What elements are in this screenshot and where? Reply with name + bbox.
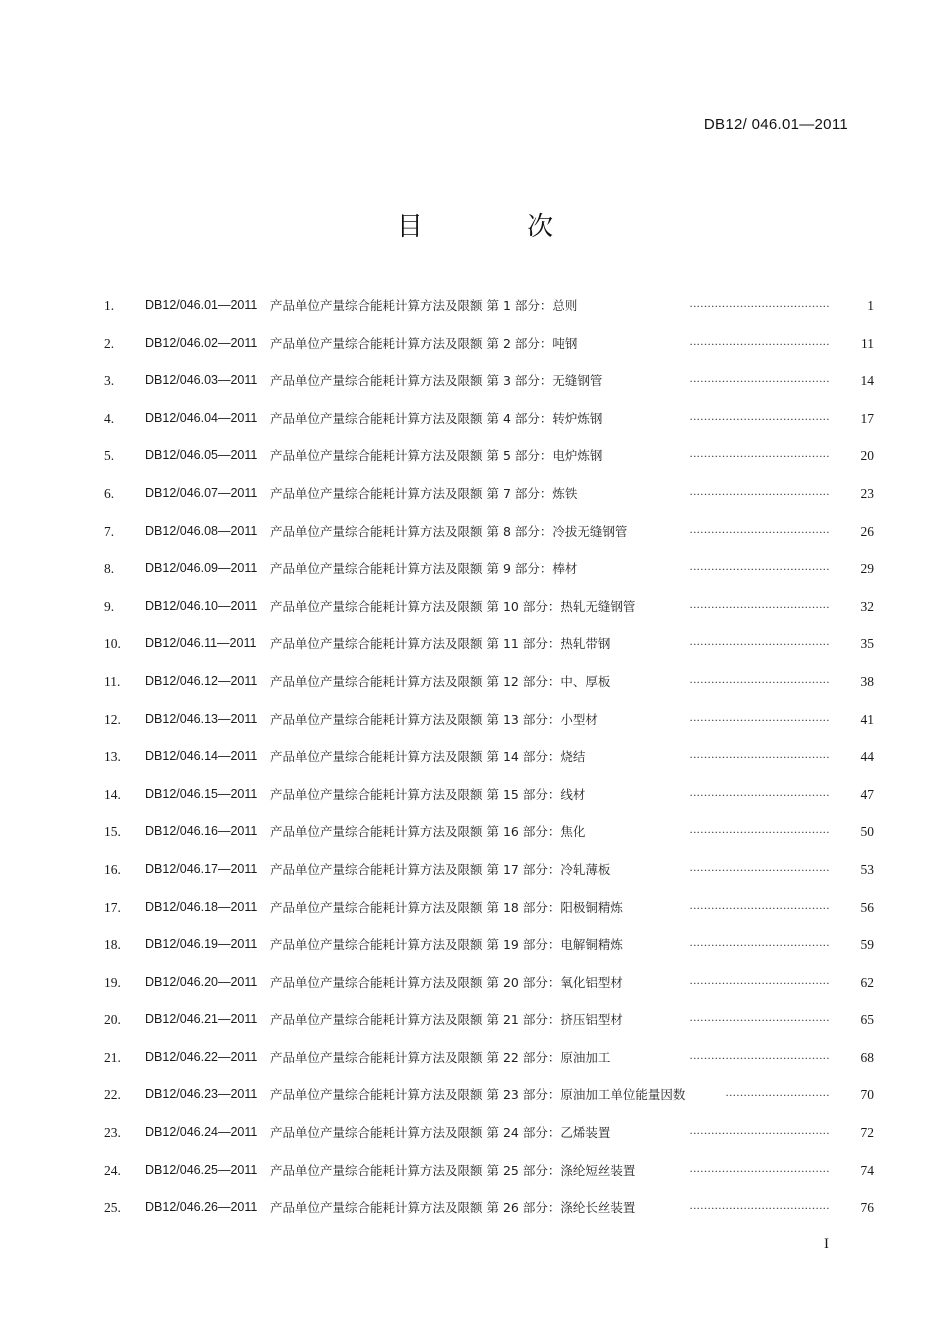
toc-entry-page: 29 bbox=[860, 561, 874, 577]
toc-entry[interactable] bbox=[0, 437, 950, 475]
toc-entry[interactable] bbox=[0, 1114, 950, 1152]
toc-entry-page: 14 bbox=[860, 373, 874, 389]
toc-leader-dots: ....................................... bbox=[689, 1198, 830, 1213]
toc-leader-dots: ....................................... bbox=[689, 859, 830, 874]
toc-entry-page: 35 bbox=[860, 636, 874, 652]
toc-entry-number: 16. bbox=[104, 861, 121, 877]
toc-entry-code: DB12/046.17—2011 bbox=[145, 861, 258, 876]
toc-entry-title: 产品单位产量综合能耗计算方法及限额 第 1 部分：总则 bbox=[270, 298, 578, 313]
page-title: 目 次 bbox=[396, 212, 602, 242]
toc-entry[interactable] bbox=[0, 889, 950, 927]
toc-entry[interactable] bbox=[0, 1076, 950, 1114]
toc-leader-dots: ....................................... bbox=[689, 935, 830, 950]
toc-entry[interactable] bbox=[0, 588, 950, 626]
toc-entry-page: 11 bbox=[861, 335, 874, 351]
toc-leader-dots: ....................................... bbox=[689, 1123, 830, 1138]
toc-entry-title: 产品单位产量综合能耗计算方法及限额 第 22 部分：原油加工 bbox=[270, 1049, 611, 1065]
toc-entry-number: 21. bbox=[104, 1049, 121, 1065]
toc-entry-page: 62 bbox=[860, 974, 874, 990]
toc-entry-number: 1. bbox=[104, 298, 115, 313]
toc-entry[interactable] bbox=[0, 813, 950, 851]
toc-entry-code: DB12/046.11—2011 bbox=[145, 636, 257, 651]
toc-entry-page: 72 bbox=[860, 1125, 874, 1141]
toc-entry[interactable] bbox=[0, 550, 950, 588]
toc-entry[interactable] bbox=[0, 1001, 950, 1039]
toc-entry-page: 65 bbox=[860, 1012, 874, 1028]
toc-leader-dots: ....................................... bbox=[689, 822, 830, 837]
toc-entry-page: 20 bbox=[860, 448, 874, 464]
toc-entry-title: 产品单位产量综合能耗计算方法及限额 第 11 部分：热轧带钢 bbox=[270, 636, 611, 652]
toc-entry-page: 50 bbox=[860, 824, 874, 840]
toc-entry-number: 11. bbox=[104, 673, 121, 689]
toc-entry-page: 23 bbox=[860, 485, 874, 501]
toc-entry-number: 17. bbox=[104, 899, 121, 915]
toc-entry-page: 1 bbox=[867, 298, 874, 313]
toc-entry-title: 产品单位产量综合能耗计算方法及限额 第 17 部分：冷轧薄板 bbox=[270, 861, 611, 877]
toc-entry-title: 产品单位产量综合能耗计算方法及限额 第 12 部分：中、厚板 bbox=[270, 673, 611, 689]
toc-entry[interactable] bbox=[0, 701, 950, 739]
toc-leader-dots: ....................................... bbox=[689, 408, 830, 423]
toc-entry-code: DB12/046.16—2011 bbox=[145, 824, 258, 839]
toc-entry[interactable] bbox=[0, 1039, 950, 1077]
toc-entry-number: 25. bbox=[104, 1200, 121, 1216]
toc-entry[interactable] bbox=[0, 776, 950, 814]
toc-entry-title: 产品单位产量综合能耗计算方法及限额 第 10 部分：热轧无缝钢管 bbox=[270, 598, 636, 614]
toc-entry-number: 2. bbox=[104, 335, 115, 351]
toc-leader-dots: ....................................... bbox=[689, 559, 830, 574]
toc-entry-title: 产品单位产量综合能耗计算方法及限额 第 19 部分：电解铜精炼 bbox=[270, 937, 623, 953]
toc-entry[interactable] bbox=[0, 513, 950, 551]
toc-entry-code: DB12/046.26—2011 bbox=[145, 1200, 258, 1215]
toc-entry[interactable] bbox=[0, 287, 950, 325]
toc-entry-number: 19. bbox=[104, 974, 121, 990]
toc-leader-dots: ....................................... bbox=[689, 747, 830, 762]
toc-entry[interactable] bbox=[0, 926, 950, 964]
toc-leader-dots: ....................................... bbox=[689, 521, 830, 536]
toc-leader-dots: ....................................... bbox=[689, 972, 830, 987]
toc-leader-dots: ....................................... bbox=[689, 446, 830, 461]
toc-entry-number: 4. bbox=[104, 410, 115, 426]
toc-entry-number: 12. bbox=[104, 711, 121, 727]
toc-entry[interactable] bbox=[0, 1152, 950, 1190]
toc-leader-dots: ....................................... bbox=[689, 671, 830, 686]
toc-entry-page: 32 bbox=[860, 598, 874, 614]
toc-entry-code: DB12/046.19—2011 bbox=[145, 937, 258, 952]
toc-leader-dots: ....................................... bbox=[689, 709, 830, 724]
toc-entry-title: 产品单位产量综合能耗计算方法及限额 第 5 部分：电炉炼钢 bbox=[270, 448, 603, 464]
toc-entry-title: 产品单位产量综合能耗计算方法及限额 第 9 部分：棒材 bbox=[270, 561, 578, 577]
toc-entry-number: 10. bbox=[104, 636, 121, 652]
toc-entry-code: DB12/046.14—2011 bbox=[145, 749, 258, 764]
toc-entry-title: 产品单位产量综合能耗计算方法及限额 第 4 部分：转炉炼钢 bbox=[270, 410, 603, 426]
toc-entry[interactable] bbox=[0, 325, 950, 363]
toc-entry-title: 产品单位产量综合能耗计算方法及限额 第 18 部分：阳极铜精炼 bbox=[270, 899, 623, 915]
toc-entry-page: 17 bbox=[860, 410, 874, 426]
toc-entry-number: 22. bbox=[104, 1087, 121, 1103]
toc-entry-code: DB12/046.07—2011 bbox=[145, 485, 258, 500]
toc-leader-dots: ....................................... bbox=[689, 333, 830, 348]
toc-entry-code: DB12/046.15—2011 bbox=[145, 786, 258, 801]
toc-entry[interactable] bbox=[0, 400, 950, 438]
toc-leader-dots: ....................................... bbox=[689, 784, 830, 799]
toc-entry-code: DB12/046.02—2011 bbox=[145, 335, 258, 350]
document-code: DB12/ 046.01—2011 bbox=[703, 116, 848, 133]
toc-entry-code: DB12/046.04—2011 bbox=[145, 410, 258, 425]
toc-entry[interactable] bbox=[0, 738, 950, 776]
toc-leader-dots: ....................................... bbox=[689, 1160, 830, 1175]
toc-entry-number: 20. bbox=[104, 1012, 121, 1028]
toc-entry-number: 3. bbox=[104, 373, 115, 389]
toc-entry[interactable] bbox=[0, 362, 950, 400]
toc-entry-code: DB12/046.22—2011 bbox=[145, 1049, 258, 1064]
toc-entry-page: 41 bbox=[860, 711, 874, 727]
toc-entry[interactable] bbox=[0, 663, 950, 701]
toc-entry-title: 产品单位产量综合能耗计算方法及限额 第 15 部分：线材 bbox=[270, 786, 586, 802]
toc-leader-dots: ....................................... bbox=[689, 897, 830, 912]
toc-leader-dots: ....................................... bbox=[689, 1010, 830, 1025]
toc-entry-title: 产品单位产量综合能耗计算方法及限额 第 7 部分：炼铁 bbox=[270, 485, 578, 501]
toc-entry-title: 产品单位产量综合能耗计算方法及限额 第 8 部分：冷拔无缝钢管 bbox=[270, 523, 628, 539]
toc-entry-number: 9. bbox=[104, 598, 115, 614]
toc-entry-title: 产品单位产量综合能耗计算方法及限额 第 2 部分：吨钢 bbox=[270, 335, 578, 351]
toc-entry-code: DB12/046.18—2011 bbox=[145, 899, 258, 914]
toc-entry-code: DB12/046.03—2011 bbox=[145, 373, 258, 388]
toc-entry-title: 产品单位产量综合能耗计算方法及限额 第 3 部分：无缝钢管 bbox=[270, 373, 603, 389]
toc-entry-code: DB12/046.09—2011 bbox=[145, 561, 258, 576]
toc-entry[interactable] bbox=[0, 964, 950, 1002]
toc-entry[interactable] bbox=[0, 475, 950, 513]
toc-leader-dots: ....................................... bbox=[689, 596, 830, 611]
toc-leader-dots: ....................................... bbox=[689, 483, 830, 498]
toc-entry-title: 产品单位产量综合能耗计算方法及限额 第 16 部分：焦化 bbox=[270, 824, 586, 840]
toc-entry-page: 76 bbox=[860, 1200, 874, 1216]
toc-entry-title: 产品单位产量综合能耗计算方法及限额 第 14 部分：烧结 bbox=[270, 749, 586, 765]
toc-entry-number: 18. bbox=[104, 937, 121, 953]
toc-entry-page: 68 bbox=[860, 1049, 874, 1065]
toc-leader-dots: ............................. bbox=[725, 1085, 830, 1100]
toc-entry-title: 产品单位产量综合能耗计算方法及限额 第 21 部分：挤压铝型材 bbox=[270, 1012, 623, 1028]
toc-entry-code: DB12/046.20—2011 bbox=[145, 974, 258, 989]
toc-entry-code: DB12/046.24—2011 bbox=[145, 1125, 258, 1140]
toc-entry-page: 74 bbox=[860, 1162, 874, 1178]
toc-entry-number: 24. bbox=[104, 1162, 121, 1178]
toc-entry-code: DB12/046.21—2011 bbox=[145, 1012, 258, 1027]
toc-entry-page: 59 bbox=[860, 937, 874, 953]
toc-entry-number: 15. bbox=[104, 824, 121, 840]
toc-entry-number: 14. bbox=[104, 786, 121, 802]
toc-entry-page: 38 bbox=[860, 673, 874, 689]
toc-entry-title: 产品单位产量综合能耗计算方法及限额 第 23 部分：原油加工单位能量因数 bbox=[270, 1087, 686, 1103]
table-of-contents bbox=[0, 287, 950, 1227]
toc-entry-code: DB12/046.12—2011 bbox=[145, 673, 258, 688]
toc-entry-number: 5. bbox=[104, 448, 115, 464]
toc-entry-page: 47 bbox=[860, 786, 874, 802]
toc-entry-code: DB12/046.13—2011 bbox=[145, 711, 258, 726]
toc-entry-title: 产品单位产量综合能耗计算方法及限额 第 13 部分：小型材 bbox=[270, 711, 598, 727]
toc-leader-dots: ....................................... bbox=[689, 634, 830, 649]
toc-entry-code: DB12/046.08—2011 bbox=[145, 523, 258, 538]
toc-entry-page: 56 bbox=[860, 899, 874, 915]
toc-entry-number: 13. bbox=[104, 749, 121, 765]
page-number: I bbox=[824, 1236, 829, 1252]
toc-entry-title: 产品单位产量综合能耗计算方法及限额 第 24 部分：乙烯装置 bbox=[270, 1125, 611, 1141]
toc-entry-title: 产品单位产量综合能耗计算方法及限额 第 20 部分：氧化铝型材 bbox=[270, 974, 623, 990]
toc-leader-dots: ....................................... bbox=[689, 1047, 830, 1062]
toc-entry-code: DB12/046.10—2011 bbox=[145, 598, 258, 613]
toc-entry[interactable] bbox=[0, 851, 950, 889]
toc-entry-title: 产品单位产量综合能耗计算方法及限额 第 26 部分：涤纶长丝装置 bbox=[270, 1200, 636, 1216]
toc-entry-number: 8. bbox=[104, 561, 115, 577]
toc-entry-code: DB12/046.23—2011 bbox=[145, 1087, 258, 1102]
toc-entry-title: 产品单位产量综合能耗计算方法及限额 第 25 部分：涤纶短丝装置 bbox=[270, 1162, 636, 1178]
toc-entry-number: 23. bbox=[104, 1125, 121, 1141]
toc-entry-page: 70 bbox=[860, 1087, 874, 1103]
toc-entry-code: DB12/046.05—2011 bbox=[145, 448, 258, 463]
toc-entry-number: 6. bbox=[104, 485, 115, 501]
toc-entry-code: DB12/046.25—2011 bbox=[145, 1162, 258, 1177]
toc-entry-page: 53 bbox=[860, 861, 874, 877]
toc-entry-number: 7. bbox=[104, 523, 115, 539]
toc-entry-page: 44 bbox=[860, 749, 874, 765]
toc-leader-dots: ....................................... bbox=[689, 371, 830, 386]
toc-entry-page: 26 bbox=[860, 523, 874, 539]
toc-entry[interactable] bbox=[0, 625, 950, 663]
toc-entry[interactable] bbox=[0, 1189, 950, 1227]
toc-entry-code: DB12/046.01—2011 bbox=[145, 298, 258, 312]
toc-leader-dots: ....................................... bbox=[689, 296, 830, 310]
